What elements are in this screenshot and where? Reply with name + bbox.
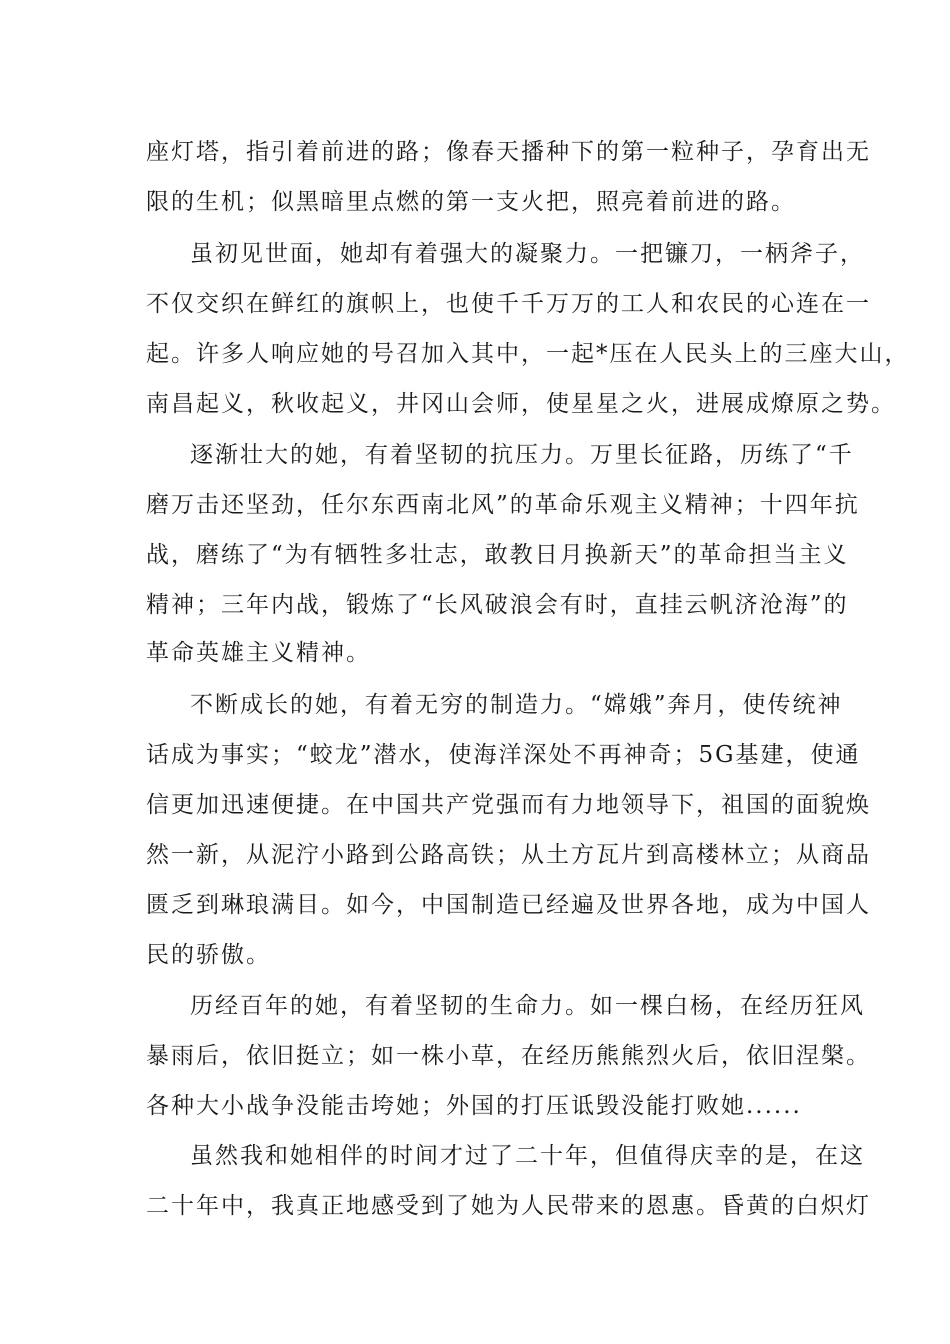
paragraph-first-line: 虽然我和她相伴的时间才过了二十年，但值得庆幸的是，在这	[190, 1143, 865, 1169]
text-line: 不仅交织在鲜红的旗帜上，也使千千万万的工人和农民的心连在一	[146, 291, 871, 317]
paragraph-first-line: 历经百年的她，有着坚韧的生命力。如一棵白杨，在经历狂风	[190, 993, 865, 1019]
text-line: 二十年中，我真正地感受到了她为人民带来的恩惠。昏黄的白炽灯	[146, 1193, 871, 1219]
text-line: 各种大小战争没能击垮她；外国的打压诋毁没能打败她......	[146, 1093, 802, 1119]
text-line: 精神；三年内战，锻炼了“长风破浪会有时，直挂云帆济沧海”的	[146, 592, 849, 618]
text-line: 信更加迅速便捷。在中国共产党强而有力地领导下，祖国的面貌焕	[146, 792, 871, 818]
paragraph-first-line: 逐渐壮大的她，有着坚韧的抗压力。万里长征路，历练了“千	[190, 442, 854, 468]
text-line: 限的生机；似黑暗里点燃的第一支火把，照亮着前进的路。	[146, 189, 796, 215]
text-line: 磨万击还坚劲，任尔东西南北风”的革命乐观主义精神；十四年抗	[146, 492, 860, 518]
text-line: 暴雨后，依旧挺立；如一株小草，在经历熊熊烈火后，依旧涅槃。	[146, 1043, 871, 1069]
paragraph-first-line: 虽初见世面，她却有着强大的凝聚力。一把镰刀，一柄斧子，	[190, 241, 865, 267]
text-line: 座灯塔，指引着前进的路；像春天播种下的第一粒种子，孕育出无	[146, 139, 871, 165]
text-line: 革命英雄主义精神。	[146, 640, 371, 666]
text-line: 然一新，从泥泞小路到公路高铁；从土方瓦片到高楼林立；从商品	[146, 842, 871, 868]
text-line: 战，磨练了“为有牺牲多壮志，敢教日月换新天”的革命担当主义	[146, 542, 849, 568]
text-line: 南昌起义，秋收起义，井冈山会师，使星星之火，进展成燎原之势。	[146, 391, 896, 417]
paragraph-first-line: 不断成长的她，有着无穷的制造力。“嫦娥”奔月，使传统神	[190, 692, 843, 718]
text-line: 话成为事实；“蛟龙”潜水，使海洋深处不再神奇；5G基建，使通	[146, 742, 861, 768]
text-line: 匮乏到琳琅满目。如今，中国制造已经遍及世界各地，成为中国人	[146, 892, 871, 918]
text-line: 起。许多人响应她的号召加入其中，一起*压在人民头上的三座大山，	[146, 341, 910, 367]
text-line: 民的骄傲。	[146, 942, 271, 968]
